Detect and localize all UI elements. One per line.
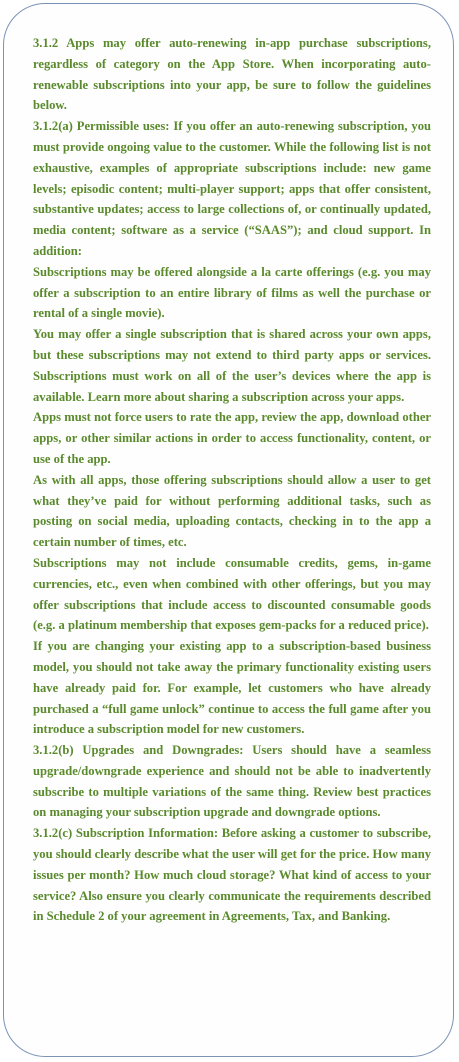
paragraph-shared-subscription: You may offer a single subscription that is shared across your own apps, but these subscriptions may not extend to third party apps or services. Subscriptions must work on all of the user’s devices where the app is available. Learn more about sharing a subscription across your apps. (33, 327, 431, 404)
paragraph-no-additional-tasks: As with all apps, those offering subscriptions should allow a user to get what they’ve paid for without performing additional tasks, such as posting on social media, uploading contacts, checking in to the app a certain number of times, etc. (33, 472, 431, 550)
paragraph-a-la-carte: Subscriptions may be offered alongside a la carte offerings (e.g. you may offer a subscription to an entire library of films as well the purchase or rental of a single movie). (33, 264, 431, 321)
rounded-text-panel (3, 3, 454, 1057)
paragraph-consumables: Subscriptions may not include consumable credits, gems, in-game currencies, etc., even when combined with other offerings, but you may offer subscriptions that include access to discounted consumable goods (e.g. a platinum membership that exposes gem-packs for a reduced price). (33, 555, 431, 633)
paragraph-business-model-change: If you are changing your existing app to a subscription-based business model, you should not take away the primary functionality existing users have already paid for. For example, let customers who have already purchased a “full game unlock” continue to access the full game after you introduce a subscription model for new customers. (33, 639, 431, 737)
paragraph-3-1-2-intro: 3.1.2 Apps may offer auto-renewing in-app purchase subscriptions, regardless of category on the App Store. When incorporating auto-renewable subscriptions into your app, be sure to follow the guidelines below. (33, 36, 431, 113)
paragraph-no-forced-actions: Apps must not force users to rate the app, review the app, download other apps, or other similar actions in order to access functionality, content, or use of the app. (33, 410, 431, 466)
paragraph-3-1-2a-permissible-uses: 3.1.2(a) Permissible uses: If you offer an auto-renewing subscription, you must provide ongoing value to the customer. While the following list is not exhaustive, examples of appropriate subscriptions include: new game levels; episodic content; multi-player support; apps that offer consistent, substantive updates; access to large collections of, or continually updated, media content; software as a service (“SAAS”); and cloud support. In addition: (33, 119, 431, 258)
document-body (33, 33, 431, 927)
paragraph-3-1-2b-upgrades: 3.1.2(b) Upgrades and Downgrades: Users should have a seamless upgrade/downgrade experience and should not be able to inadvertently subscribe to multiple variations of the same thing. Review best practices on managing your subscription upgrade and downgrade options. (33, 743, 431, 820)
paragraph-3-1-2c-subscription-info: 3.1.2(c) Subscription Information: Before asking a customer to subscribe, you should clearly describe what the user will get for the price. How many issues per month? How much cloud storage? What kind of access to your service? Also ensure you clearly communicate the requirements described in Schedule 2 of your agreement in Agreements, Tax, and Banking. (33, 826, 431, 924)
